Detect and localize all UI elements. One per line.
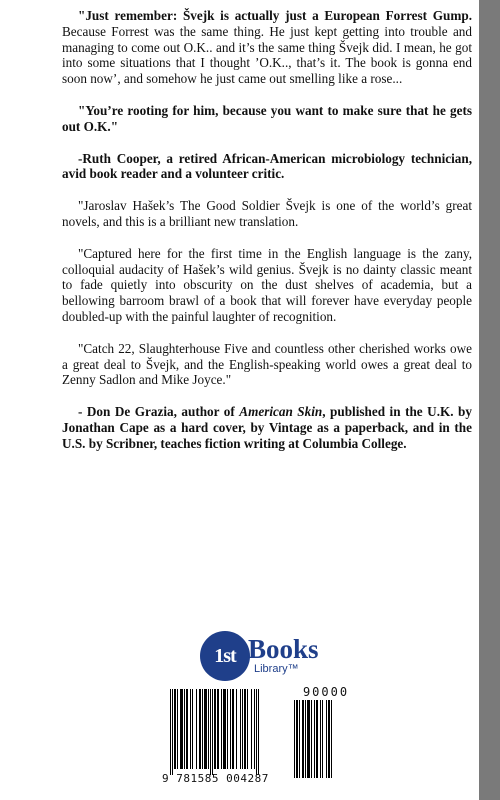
logo-library-text: Library™ xyxy=(254,663,299,675)
attribution-2-pre: - Don De Grazia, author of xyxy=(78,404,240,420)
addon-bars xyxy=(294,700,358,778)
barcode-bar xyxy=(331,700,332,778)
spine-strip xyxy=(479,0,500,800)
logo-books-text: Books xyxy=(248,634,319,664)
isbn-number: 9 781585 004287 xyxy=(162,772,269,785)
book-title-american-skin: American Skin xyxy=(239,404,323,420)
ean-barcode xyxy=(162,688,286,788)
price-addon-barcode xyxy=(294,685,358,788)
attribution-don-de-grazia xyxy=(62,404,472,451)
publisher-logo xyxy=(200,631,330,681)
quote-1-bold: "Just remember: Švejk is actually just a European Forrest Gump. xyxy=(78,8,472,23)
barcode-bar xyxy=(258,689,259,775)
quote-2: "You’re rooting for him, because you want to make sure that he gets out O.K." xyxy=(62,102,472,134)
logo-circle: 1st xyxy=(200,631,250,681)
paragraph-captured: "Captured here for the first time in the English language is the zany, colloquial audacity of Hašek’s wild genius. Švejk is no dainty classic meant to fade quietly into obscurity on the dust shelves of academia, but a bellowing barroom brawl of a book that will forever have everyday people doubled-up with the painful laughter of recognition. xyxy=(62,245,472,324)
quote-1 xyxy=(62,8,472,87)
isbn-barcode xyxy=(162,685,363,788)
addon-number: 90000 xyxy=(302,685,350,699)
attribution-2-post: , published in the U.K. by Jonathan Cape as a hard cover, by Vintage as a paperback, and in the U.S. by Scribner, teaches fiction writing at Columbia College. xyxy=(62,404,472,451)
quote-1-rest: Because Forrest was the same thing. He just kept getting into trouble and managing to come out O.K.. and it’s the same thing Švejk did. I mean, he got into some situations that I thought ’O.K.., that’s it. The book is gonna end soon now’, and somehow he just came out smelling like a rose... xyxy=(62,23,472,87)
attribution-ruth-cooper: -Ruth Cooper, a retired African-American microbiology technician, avid book reader and a volunteer critic. xyxy=(62,150,472,182)
review-text xyxy=(62,8,472,468)
ean-bars xyxy=(170,689,286,773)
paragraph-catch-22: "Catch 22, Slaughterhouse Five and countless other cherished works owe a great deal to Švejk, and the English-speaking world owes a great deal to Zenny Sadlon and Mike Joyce." xyxy=(62,340,472,388)
paragraph-great-novels: "Jaroslav Hašek’s The Good Soldier Švejk is one of the world’s great novels, and this is a brilliant new translation. xyxy=(62,198,472,229)
